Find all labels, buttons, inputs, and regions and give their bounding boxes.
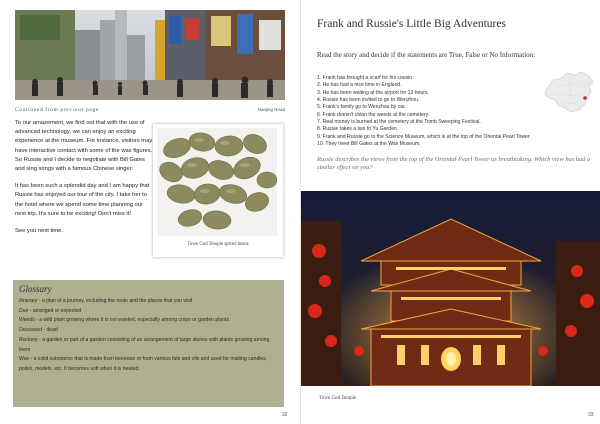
glossary-list xyxy=(19,297,281,375)
glossary-box xyxy=(13,280,284,407)
statement-item: 9. Frank and Russie go to the Science Museum, which is at the top of the Oriental Pearl Tower. xyxy=(317,133,531,140)
beans-photo xyxy=(157,128,277,236)
instructions: Read the story and decide if the statements are True, False or No Information: xyxy=(317,51,536,59)
street-photo-caption: Nanjing Road xyxy=(257,107,285,112)
right-page xyxy=(300,0,600,424)
page-number-left: 32 xyxy=(282,412,288,418)
glossary-item xyxy=(19,297,281,307)
glossary-item xyxy=(19,307,281,317)
story-paragraph: See you next time. xyxy=(15,228,64,235)
glossary-definition: - a plan of a journey, including the route and the places that you visit xyxy=(38,298,193,304)
glossary-item xyxy=(19,355,281,374)
beans-photo-caption: Town God Temple spiced beans xyxy=(187,242,249,247)
glossary-title: Glossary xyxy=(19,284,52,294)
glossary-term: Rockery xyxy=(19,336,38,343)
glossary-term: Itinerary xyxy=(19,298,38,304)
glossary-item xyxy=(19,316,281,326)
story-paragraph: It has been such a splendid day and I am happy that Russie has enjoyed our tour of the city. I take her to the hotel where we spend some time planning our next trip. It's sure to be exciting! Don't miss it! xyxy=(15,183,150,217)
beans-photo-card xyxy=(153,124,283,257)
street-photo xyxy=(15,10,285,100)
discussion-question: Russie describes the views from the top of the Oriental Pearl Tower as breathtaking. Which view has had a similar effect on you? xyxy=(317,156,591,171)
page-number-right: 33 xyxy=(588,412,594,418)
statement-item: 4. Russie has been invited to go to Wenzhou. xyxy=(317,97,420,104)
glossary-definition: - dead xyxy=(43,327,58,334)
glossary-definition: - arranged or expected xyxy=(29,307,82,314)
glossary-term: Wax xyxy=(19,356,30,363)
statement-item: 3. He has been waiting at the airport for 12 hours. xyxy=(317,89,429,96)
statement-item: 1. Frank has brought a scarf for his cousin. xyxy=(317,75,414,81)
temple-photo-caption: Town God Temple xyxy=(319,396,357,401)
statement-item: 10. They meet Bill Gates at the Wax Museum. xyxy=(317,141,421,148)
page-title: Frank and Russie's Little Big Adventures xyxy=(317,18,506,30)
glossary-definition: - a wild plant growing where it is not wanted, especially among crops or garden plants xyxy=(36,317,230,324)
glossary-term: Weeds xyxy=(19,317,35,324)
temple-photo xyxy=(301,191,600,386)
statements-list xyxy=(317,75,587,148)
glossary-term: Deceased xyxy=(19,327,42,334)
statement-item: 7. Real money is burned at the cemetery at the Tomb Sweeping Festival. xyxy=(317,119,481,126)
statement-item: 8. Russie takes a taxi to Yu Garden. xyxy=(317,126,399,133)
caption-row xyxy=(15,107,285,117)
story-text xyxy=(15,119,155,244)
statement-item: 6. Frank doesn't clean the weeds at the cemetery. xyxy=(317,111,430,118)
statement-item: 2. He has had a nice time in England. xyxy=(317,82,402,89)
story-paragraph: To our amazement, we find out that with the use of advanced technology, we can enjoy an exciting experience at the museum. For instance, visitors may have interactive contact with some of the wax figures. So Russie and I decide to negotiate with Bill Gates and sing songs with a famous Chinese singer. xyxy=(15,120,153,173)
glossary-item xyxy=(19,326,281,336)
glossary-definition: - a garden or part of a garden consisting of an arrangement of large stones with plants growing among them xyxy=(19,336,270,353)
glossary-term: Due xyxy=(19,307,29,314)
glossary-item xyxy=(19,336,281,355)
continued-label: Continued from previous page xyxy=(15,107,99,113)
glossary-definition: - a solid substance that is made from beeswax or from various fats and oils and used for making candles, polish, models, etc. It becomes soft when it is heated. xyxy=(19,356,268,372)
statement-item: 5. Frank's family go to Wenzhou by car. xyxy=(317,104,406,111)
